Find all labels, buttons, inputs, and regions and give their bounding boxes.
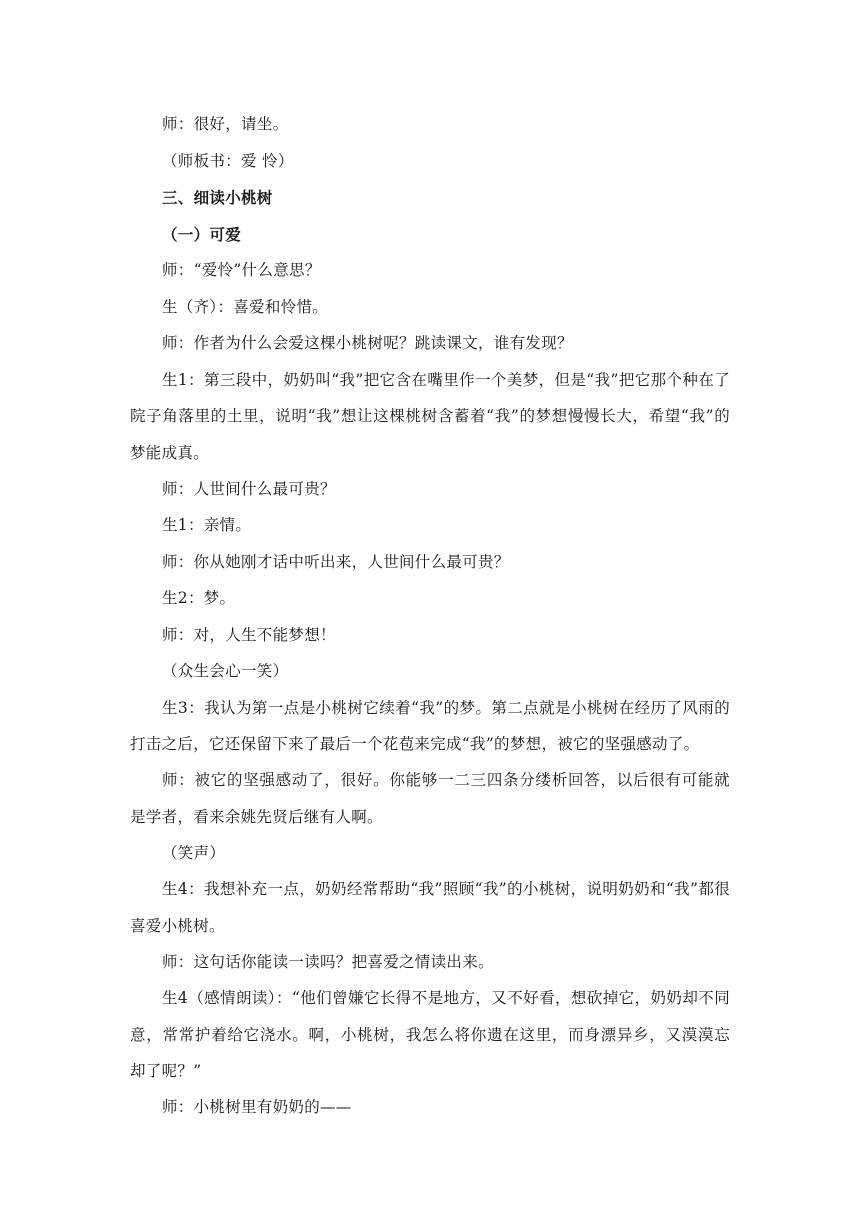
dialogue-paragraph: 生1：第三段中，奶奶叫“我”把它含在嘴里作一个美梦，但是“我”把它那个种在了院子角落里的土里，说明“我”想让这棵桃树含蓄着“我”的梦想慢慢长大，希望“我”的梦能成真。 bbox=[130, 370, 730, 462]
dialogue-line: 师：小桃树里有奶奶的—— bbox=[162, 1098, 352, 1116]
dialogue-line: 师：人世间什么最可贵？ bbox=[162, 479, 336, 498]
dialogue-line: 生（齐）：喜爱和怜惜。 bbox=[162, 297, 329, 316]
dialogue-paragraph: 生4：我想补充一点，奶奶经常帮助“我”照顾“我”的小桃树，说明奶奶和“我”都很喜爱小桃树。 bbox=[130, 880, 730, 935]
dialogue-line: 师：对，人生不能梦想！ bbox=[162, 625, 336, 644]
dialogue-paragraph: 师：被它的坚强感动了，很好。你能够一二三四条分缕析回答，以后很有可能就是学者，看来余姚先贤后继有人啊。 bbox=[130, 771, 730, 826]
dialogue-paragraph: 生3：我认为第一点是小桃树它续着“我”的梦。第二点就是小桃树在经历了风雨的打击之后，它还保留下来了最后一个花苞来完成“我”的梦想，被它的坚强感动了。 bbox=[130, 698, 730, 753]
dialogue-paragraph: 生4（感情朗读）：“他们曾嫌它长得不是地方，又不好看，想砍掉它，奶奶却不同意，常常护着给它浇水。啊，小桃树，我怎么将你遗在这里，而身漂异乡，又漠漠忘却了呢？” bbox=[130, 989, 730, 1080]
document-body bbox=[130, 112, 730, 1132]
dialogue-line: 师：“爱怜”什么意思？ bbox=[162, 261, 321, 279]
dialogue-line: 生1：亲情。 bbox=[162, 516, 252, 534]
dialogue-line: 师：很好，请坐。 bbox=[162, 115, 289, 133]
dialogue-line: 生2：梦。 bbox=[162, 589, 236, 607]
dialogue-line: 师：这句话你能读一读吗？把喜爱之情读出来。 bbox=[162, 952, 494, 971]
board-writing-note: （师板书：爱 怜） bbox=[162, 151, 294, 170]
stage-note: （众生会心一笑） bbox=[162, 662, 289, 680]
section-heading: 三、细读小桃树 bbox=[162, 188, 273, 207]
dialogue-line: 师：作者为什么会爱这棵小桃树呢？跳读课文，谁有发现？ bbox=[162, 334, 573, 352]
stage-note: （笑声） bbox=[162, 843, 226, 862]
subsection-heading: （一）可爱 bbox=[162, 224, 242, 244]
dialogue-line: 师：你从她刚才话中听出来，人世间什么最可贵？ bbox=[162, 552, 510, 571]
